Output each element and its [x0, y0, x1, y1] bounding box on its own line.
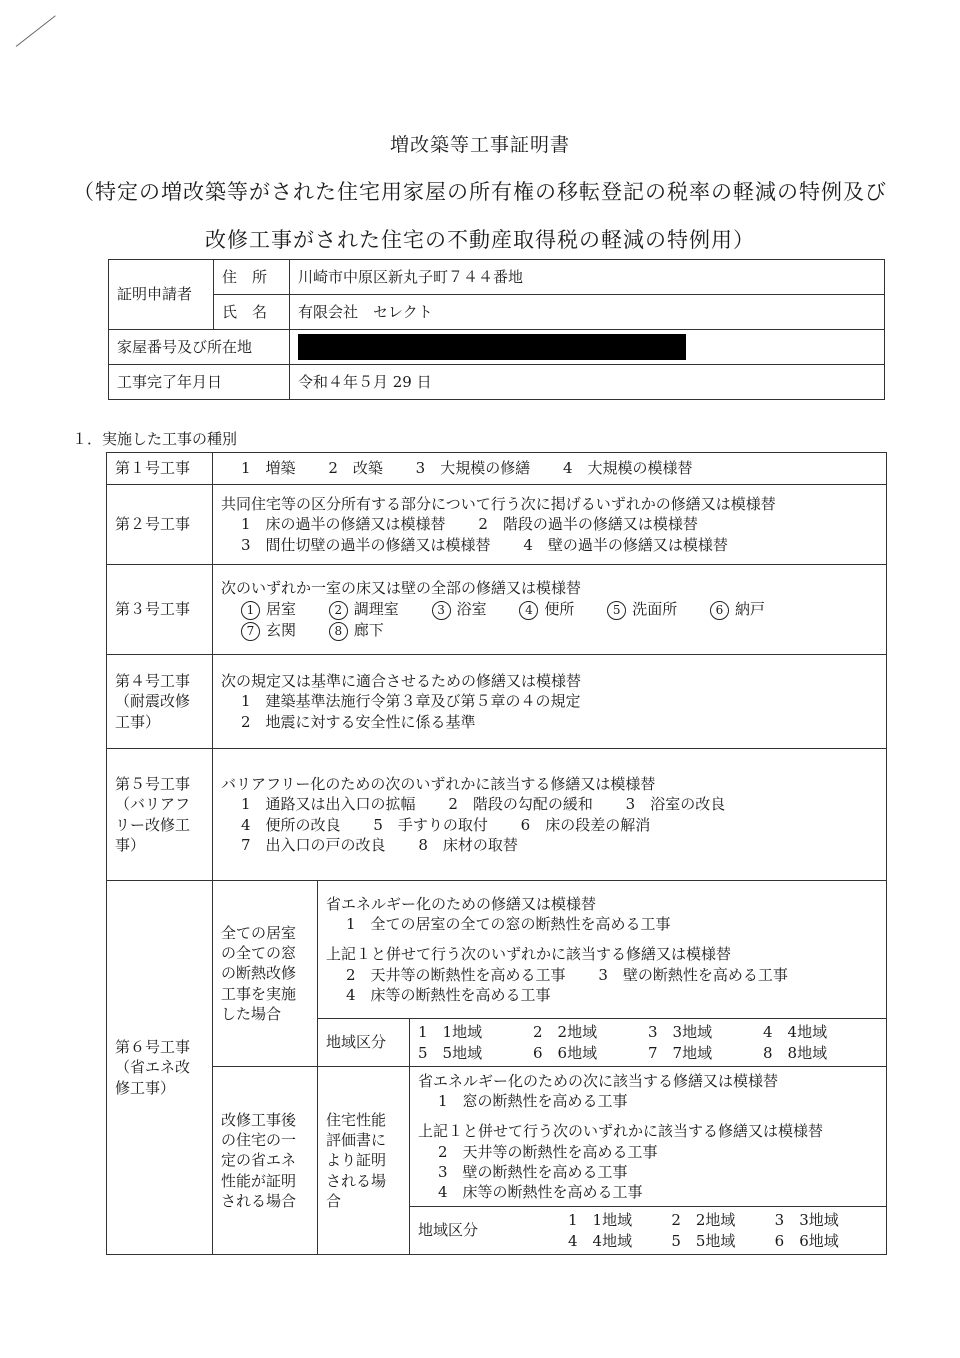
circled-number: 1	[241, 601, 260, 620]
work6-caseA-label: 全ての居室 の全ての窓 の断熱改修 工事を実施 した場合	[213, 881, 318, 1067]
work4-item: 1 建築基準法施行令第３章及び第５章の４の規定	[241, 692, 581, 711]
work1-item: 2 改築	[328, 459, 383, 478]
work2-item: 4 壁の過半の修繕又は模様替	[523, 535, 728, 554]
region-option: 1 1地域	[418, 1023, 483, 1042]
circled-number: 3	[432, 601, 451, 620]
room-option: 2 調理室	[329, 599, 399, 620]
work5-label: 第５号工事 （バリアフ リー改修工 事）	[107, 749, 213, 881]
work5-item: 2 階段の勾配の緩和	[448, 795, 593, 814]
room-option: 4 便所	[519, 599, 574, 620]
work6-label: 第６号工事 （省エネ改 修工事）	[107, 881, 213, 1255]
house-value	[290, 330, 885, 365]
region-option: 2 2地域	[533, 1023, 598, 1042]
document-title: 増改築等工事証明書	[389, 134, 570, 156]
work2-label: 第２号工事	[107, 485, 213, 565]
work5-item: 7 出入口の戸の改良	[241, 835, 386, 854]
circled-number: 2	[329, 601, 348, 620]
room-option: 7 玄関	[241, 620, 296, 641]
caseA-lead: 省エネルギー化のための修繕又は模様替	[326, 894, 597, 913]
caseA-regions	[410, 1019, 887, 1067]
work6-caseB-sublabel: 住宅性能 評価書に より証明 される場 合	[318, 1067, 410, 1255]
caseB-item: 3 壁の断熱性を高める工事	[438, 1162, 628, 1181]
applicant-label: 証明申請者	[109, 260, 214, 330]
work1-item: 1 増築	[241, 459, 296, 478]
name-value: 有限会社 セレクト	[290, 295, 885, 330]
work5-item: 5 手すりの取付	[373, 815, 488, 834]
work4-lead: 次の規定又は基準に適合させるための修繕又は模様替	[221, 672, 582, 691]
caseA-item: 3 壁の断熱性を高める工事	[598, 965, 788, 984]
work2-item: 2 階段の過半の修繕又は模様替	[478, 515, 698, 534]
work1-item: 3 大規模の修繕	[415, 459, 531, 478]
room-option: 3 浴室	[432, 599, 487, 620]
circled-number: 4	[519, 601, 538, 620]
work6-caseB-content	[410, 1067, 887, 1207]
work2-item: 1 床の過半の修繕又は模様替	[241, 515, 446, 534]
caseA-item: 4 床等の断熱性を高める工事	[346, 985, 551, 1004]
work5-item: 1 通路又は出入口の拡幅	[241, 795, 416, 814]
house-label: 家屋番号及び所在地	[109, 330, 290, 365]
caseA-item: 1 全ての居室の全ての窓の断熱性を高める工事	[346, 915, 671, 934]
work2-lead: 共同住宅等の区分所有する部分について行う次に掲げるいずれかの修繕又は模様替	[221, 495, 776, 514]
work5-item: 8 床材の取替	[418, 835, 518, 854]
region-option: 6 6地域	[774, 1231, 839, 1250]
work5-item: 6 床の段差の解消	[520, 815, 651, 834]
caseB-lead2: 上記１と併せて行う次のいずれかに該当する修繕又は模様替	[418, 1122, 824, 1141]
room-option: 5 洗面所	[607, 599, 677, 620]
document-subtitle-line1: （特定の増改築等がされた住宅用家屋の所有権の移転登記の税率の軽減の特例及び	[73, 180, 887, 204]
pen-mark	[16, 15, 56, 47]
work3-lead: 次のいずれか一室の床又は壁の全部の修繕又は模様替	[221, 579, 582, 598]
circled-number: 5	[607, 601, 626, 620]
caseB-item: 2 天井等の断熱性を高める工事	[438, 1142, 658, 1161]
document-subtitle-line2: 改修工事がされた住宅の不動産取得税の軽減の特例用）	[205, 228, 755, 252]
region-option: 5 5地域	[671, 1231, 736, 1250]
work6-caseA-content	[318, 881, 887, 1019]
work2-item: 3 間仕切壁の過半の修繕又は模様替	[241, 535, 491, 554]
region-option: 7 7地域	[648, 1043, 713, 1062]
circled-number: 8	[329, 622, 348, 641]
applicant-table	[108, 259, 885, 400]
circled-number: 7	[241, 622, 260, 641]
completion-label: 工事完了年月日	[109, 365, 290, 400]
caseB-lead: 省エネルギー化のための次に該当する修繕又は模様替	[418, 1071, 779, 1090]
section-heading: １．実施した工事の種別	[72, 430, 238, 448]
region-option: 3 3地域	[774, 1211, 839, 1230]
work4-label: 第４号工事 （耐震改修 工事）	[107, 655, 213, 749]
region-option: 5 5地域	[418, 1043, 483, 1062]
region-option: 4 4地域	[568, 1231, 633, 1250]
region-option: 1 1地域	[568, 1211, 633, 1230]
region-option: 3 3地域	[648, 1023, 713, 1042]
completion-date: 令和４年５月 29 日	[290, 365, 885, 400]
work5-item: 4 便所の改良	[241, 815, 341, 834]
work2-content	[213, 485, 887, 565]
work6-caseB-label: 改修工事後 の住宅の一 定の省エネ 性能が証明 される場合	[213, 1067, 318, 1255]
room-option: 8 廊下	[329, 620, 384, 641]
work1-items	[213, 453, 887, 485]
circled-number: 6	[710, 601, 729, 620]
room-option: 6 納戸	[710, 599, 765, 620]
region-option: 2 2地域	[671, 1211, 736, 1230]
work5-content	[213, 749, 887, 881]
caseA-lead2: 上記１と併せて行う次のいずれかに該当する修繕又は模様替	[326, 945, 732, 964]
caseA-item: 2 天井等の断熱性を高める工事	[346, 965, 566, 984]
work5-lead: バリアフリー化のための次のいずれかに該当する修繕又は模様替	[221, 775, 656, 793]
redaction-bar	[298, 334, 686, 360]
work4-content	[213, 655, 887, 749]
region-option: 4 4地域	[763, 1023, 828, 1042]
work3-content	[213, 565, 887, 655]
caseB-item: 1 窓の断熱性を高める工事	[438, 1092, 628, 1110]
work5-item: 3 浴室の改良	[625, 795, 726, 814]
name-label: 氏 名	[214, 295, 290, 330]
address-value: 川崎市中原区新丸子町７４４番地	[290, 260, 885, 295]
room-option: 1 居室	[241, 599, 296, 620]
caseB-region-row	[410, 1207, 887, 1255]
work3-label: 第３号工事	[107, 565, 213, 655]
work1-item: 4 大規模の模様替	[562, 459, 693, 478]
region-option: 8 8地域	[763, 1043, 828, 1062]
address-label: 住 所	[214, 260, 290, 295]
caseB-item: 4 床等の断熱性を高める工事	[438, 1183, 643, 1201]
work4-item: 2 地震に対する安全性に係る基準	[241, 712, 476, 731]
region-option: 6 6地域	[533, 1043, 598, 1062]
work-type-table	[106, 452, 887, 1255]
caseB-region-label: 地域区分	[418, 1221, 479, 1240]
work1-label: 第１号工事	[107, 453, 213, 485]
caseA-region-label: 地域区分	[318, 1019, 410, 1067]
